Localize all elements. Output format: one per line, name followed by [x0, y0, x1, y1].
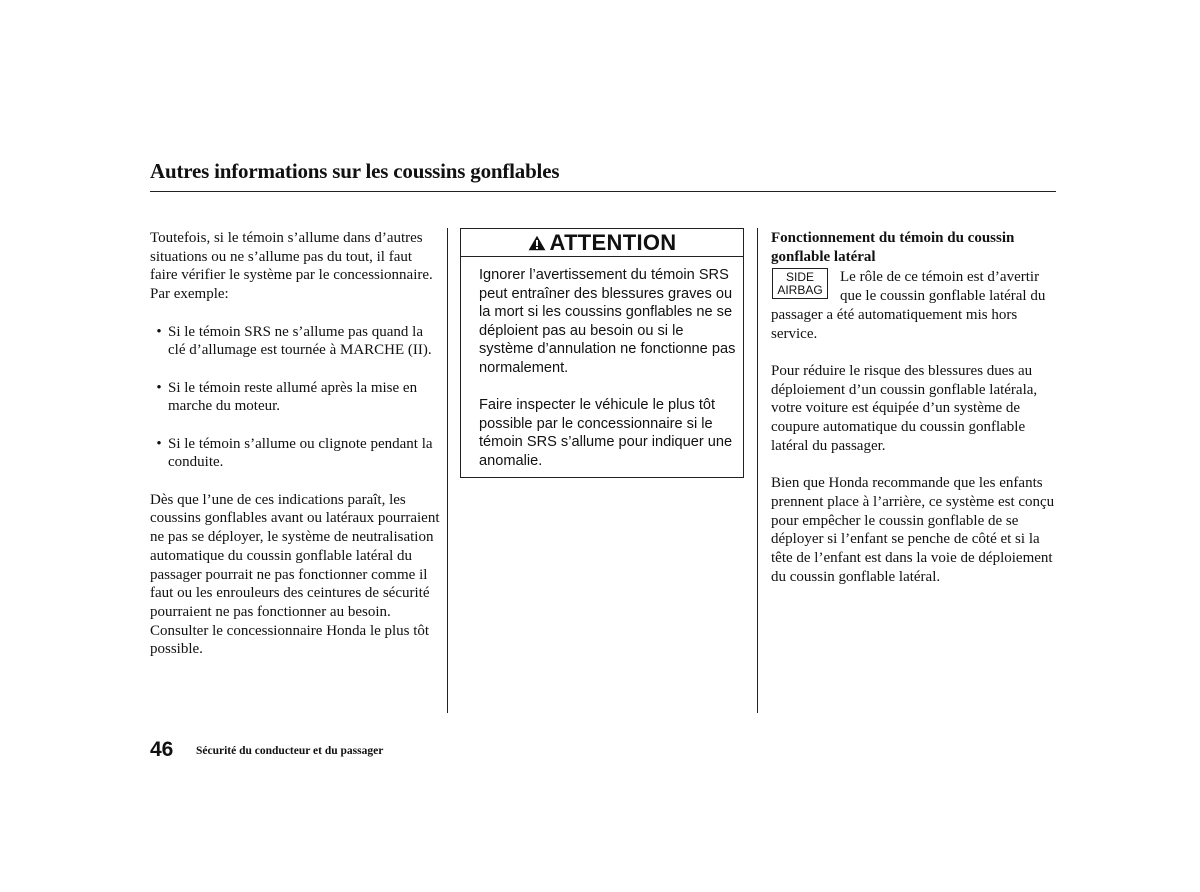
protection-paragraph: Pour réduire le risque des blessures dues au déploiement d’un coussin gonflable latérala, votre voiture est équipée d’un système de coupure automatique du coussin gonflable latéral du passager. [771, 362, 1038, 454]
warning-heading: ATTENTION [461, 229, 743, 257]
list-item: • Si le témoin s’allume ou clignote pendant la conduite. [150, 435, 440, 472]
left-column [150, 229, 440, 659]
indicator-paragraph: Le rôle de ce témoin est d’avertir que le coussin gonflable latéral du passager a été automatiquement mis hors service. [771, 269, 1046, 342]
children-paragraph: Bien que Honda recommande que les enfants prennent place à l’arrière, ce système est conçu pour empêcher le coussin gonflable de se déployer si l’enfant se penche de côté et si la tête de l’enfant est dans la voie de déploiement du coussin gonflable latéral. [771, 475, 1055, 585]
indicator-subheading: Fonctionnement du témoin du coussin gonflable latéral [771, 230, 1015, 265]
list-item: • Si le témoin SRS ne s’allume pas quand la clé d’allumage est tournée à MARCHE (II). [150, 323, 440, 360]
warning-paragraph: Ignorer l’avertissement du témoin SRS peut entraîner des blessures graves ou la mort si les coussins gonflables ne se déploient pas au besoin ou si le système d’annulation ne fonctionne pas normalement. [479, 267, 736, 376]
bullet-icon: • [156, 379, 162, 396]
intro-paragraph: Toutefois, si le témoin s’allume dans d’autres situations ou ne s’allume pas du tout, il faut faire vérifier le système par le concessionnaire. Par exemple: [150, 230, 433, 303]
column-divider-right [757, 228, 758, 713]
warning-triangle-icon [528, 235, 546, 251]
bullet-icon: • [156, 435, 162, 452]
column-divider-left [447, 228, 448, 713]
list-item: • Si le témoin reste allumé après la mise en marche du moteur. [150, 379, 440, 416]
footer-section-title: Sécurité du conducteur et du passager [196, 745, 384, 757]
closing-paragraph: Dès que l’une de ces indications paraît, les coussins gonflables avant ou latéraux pourraient ne pas se déployer, le système de neutralisation automatique du coussin gonflable latéral du passager pourrait ne pas fonctionner comme il faut ou les enrouleurs des ceintures de sécurité pourraient ne pas fonctionner au besoin. Consulter le concessionnaire Honda le plus tôt possible. [150, 491, 440, 658]
warning-paragraph: Faire inspecter le véhicule le plus tôt possible par le concessionnaire si le témoin SRS s’allume pour indiquer une anomalie. [479, 397, 733, 469]
warning-box [460, 228, 744, 478]
page-title: Autres informations sur les coussins gonflables [150, 159, 560, 183]
right-column [771, 229, 1061, 586]
title-rule [150, 191, 1056, 192]
bullet-icon: • [156, 323, 162, 340]
side-airbag-indicator-icon: SIDE AIRBAG [772, 268, 828, 299]
page-number: 46 [150, 738, 174, 761]
